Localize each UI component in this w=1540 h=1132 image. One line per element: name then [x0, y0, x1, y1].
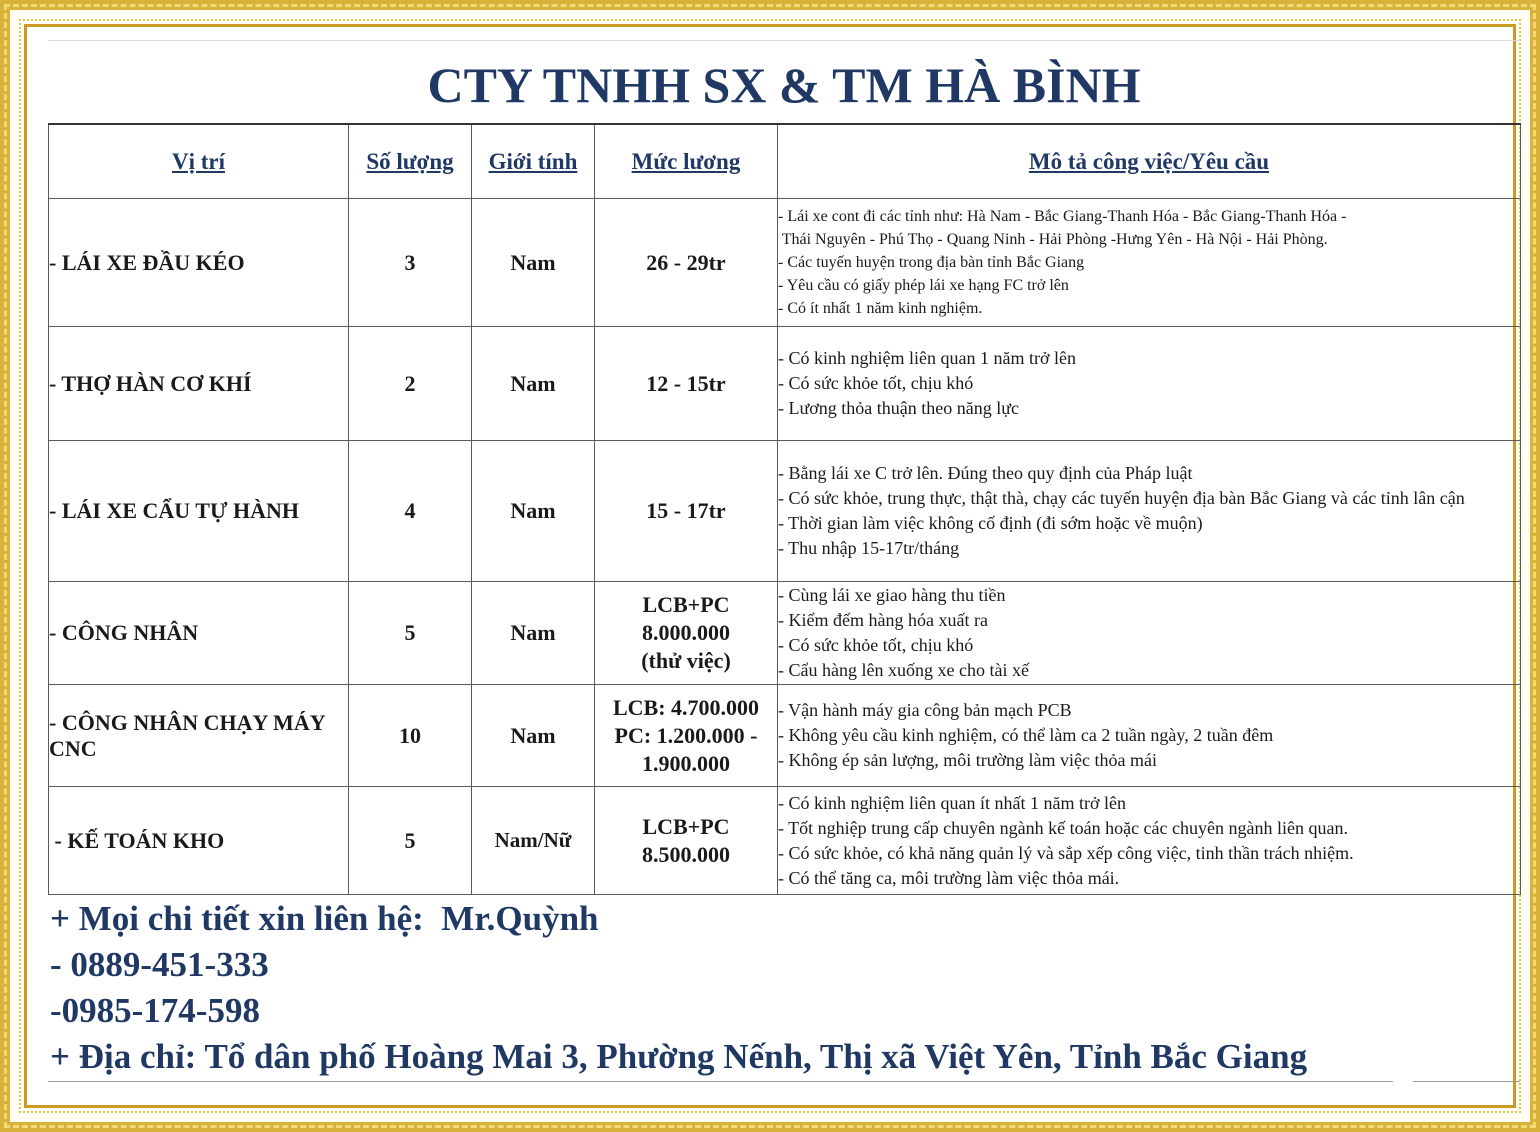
gender-cell: Nam — [472, 327, 595, 441]
job-posting-sheet — [48, 40, 1520, 1082]
description-line: - Thời gian làm việc không cố định (đi sớm hoặc về muộn) — [778, 513, 1203, 533]
salary-cell — [595, 582, 778, 685]
quantity-cell: 10 — [349, 685, 472, 787]
description-cell — [778, 685, 1521, 787]
description-line: - Lái xe cont đi các tỉnh như: Hà Nam - Bắc Giang-Thanh Hóa - Bắc Giang-Thanh Hóa - — [778, 208, 1347, 225]
description-line: - Yêu cầu có giấy phép lái xe hạng FC trở lên — [778, 277, 1069, 294]
header-position: Vị trí — [49, 124, 349, 199]
description-cell — [778, 327, 1521, 441]
table-row — [49, 199, 1521, 327]
description-line: - Kiểm đếm hàng hóa xuất ra — [778, 610, 988, 630]
description-line: - Có sức khỏe, trung thực, thật thà, chạy các tuyến huyện địa bàn Bắc Giang và các tỉnh lân cận — [778, 488, 1465, 508]
quantity-cell: 5 — [349, 787, 472, 895]
table-row — [49, 441, 1521, 582]
position-cell: - CÔNG NHÂN CHẠY MÁY CNC — [49, 685, 349, 787]
gender-cell: Nam — [472, 582, 595, 685]
header-description: Mô tả công việc/Yêu cầu — [778, 124, 1521, 199]
salary-line: LCB+PC — [642, 813, 730, 839]
salary-line: 15 - 17tr — [646, 498, 726, 523]
position-cell: - THỢ HÀN CƠ KHÍ — [49, 327, 349, 441]
description-line: - Vận hành máy gia công bản mạch PCB — [778, 700, 1072, 720]
contact-address: + Địa chỉ: Tổ dân phố Hoàng Mai 3, Phường Nếnh, Thị xã Việt Yên, Tỉnh Bắc Giang — [50, 1037, 1308, 1076]
quantity-cell: 3 — [349, 199, 472, 327]
description-cell — [778, 199, 1521, 327]
contact-phone-1: - 0889-451-333 — [50, 945, 269, 984]
bottom-divider — [48, 1081, 1393, 1082]
header-quantity: Số lượng — [349, 124, 472, 199]
table-row — [49, 787, 1521, 895]
gender-cell: Nam — [472, 685, 595, 787]
description-line: - Các tuyến huyện trong địa bàn tỉnh Bắc Giang — [778, 254, 1085, 271]
header-gender: Giới tính — [472, 124, 595, 199]
description-line: - Thu nhập 15-17tr/tháng — [778, 538, 960, 558]
salary-line: 8.500.000 — [642, 841, 730, 867]
table-header-row — [49, 124, 1521, 199]
salary-cell — [595, 787, 778, 895]
description-line: - Có ít nhất 1 năm kinh nghiệm. — [778, 300, 983, 317]
salary-cell — [595, 199, 778, 327]
description-line: Thái Nguyên - Phú Thọ - Quang Ninh - Hải Phòng -Hưng Yên - Hà Nội - Hải Phòng. — [778, 231, 1328, 248]
salary-line: 12 - 15tr — [646, 370, 726, 396]
salary-line: PC: 1.200.000 - — [614, 722, 758, 748]
salary-line: 26 - 29tr — [646, 249, 726, 275]
description-line: - Có kinh nghiệm liên quan ít nhất 1 năm trở lên — [778, 792, 1126, 813]
salary-cell — [595, 685, 778, 787]
description-line: - Có sức khỏe, có khả năng quản lý và sắp xếp công việc, tinh thần trách nhiệm. — [778, 842, 1354, 863]
salary-cell — [595, 441, 778, 582]
job-table — [48, 123, 1521, 895]
salary-line: 8.000.000 — [642, 620, 730, 645]
description-cell — [778, 582, 1521, 685]
bottom-divider-right — [1413, 1081, 1520, 1082]
quantity-cell: 5 — [349, 582, 472, 685]
gender-cell: Nam/Nữ — [472, 787, 595, 895]
gender-cell: Nam — [472, 199, 595, 327]
description-line: - Lương thỏa thuận theo năng lực — [778, 398, 1019, 418]
table-row — [49, 685, 1521, 787]
description-line: - Có kinh nghiệm liên quan 1 năm trở lên — [778, 348, 1076, 368]
position-cell: - LÁI XE CẨU TỰ HÀNH — [49, 441, 349, 582]
table-row — [49, 327, 1521, 441]
description-line: - Bằng lái xe C trở lên. Đúng theo quy định của Pháp luật — [778, 463, 1193, 483]
description-line: - Không yêu cầu kinh nghiệm, có thể làm ca 2 tuần ngày, 2 tuần đêm — [778, 725, 1274, 745]
position-cell: - CÔNG NHÂN — [49, 582, 349, 685]
description-line: - Có sức khỏe tốt, chịu khó — [778, 373, 974, 393]
description-cell — [778, 787, 1521, 895]
salary-line: LCB: 4.700.000 — [612, 694, 760, 720]
position-cell: - KẾ TOÁN KHO — [49, 787, 349, 895]
salary-line: 1.900.000 — [642, 750, 730, 776]
description-line: - Tốt nghiệp trung cấp chuyên ngành kế toán hoặc các chuyên ngành liên quan. — [778, 817, 1348, 838]
description-line: - Không ép sản lượng, môi trường làm việc thỏa mái — [778, 750, 1157, 770]
description-line: - Cẩu hàng lên xuống xe cho tài xế — [778, 660, 1029, 680]
company-title: CTY TNHH SX & TM HÀ BÌNH — [48, 40, 1520, 125]
position-cell: - LÁI XE ĐẦU KÉO — [49, 199, 349, 327]
contact-person: + Mọi chi tiết xin liên hệ: Mr.Quỳnh — [50, 899, 599, 938]
description-line: - Có sức khỏe tốt, chịu khó — [778, 635, 974, 655]
description-line: - Cùng lái xe giao hàng thu tiền — [778, 585, 1006, 605]
quantity-cell: 2 — [349, 327, 472, 441]
contact-block — [50, 896, 1510, 1080]
gender-cell: Nam — [472, 441, 595, 582]
header-salary: Mức lương — [595, 124, 778, 199]
quantity-cell: 4 — [349, 441, 472, 582]
contact-phone-2: -0985-174-598 — [50, 991, 260, 1030]
salary-cell — [595, 327, 778, 441]
salary-line: LCB+PC — [642, 592, 730, 617]
description-line: - Có thể tăng ca, môi trường làm việc thỏa mái. — [778, 867, 1120, 888]
salary-line: (thử việc) — [641, 648, 731, 673]
description-cell — [778, 441, 1521, 582]
table-row — [49, 582, 1521, 685]
